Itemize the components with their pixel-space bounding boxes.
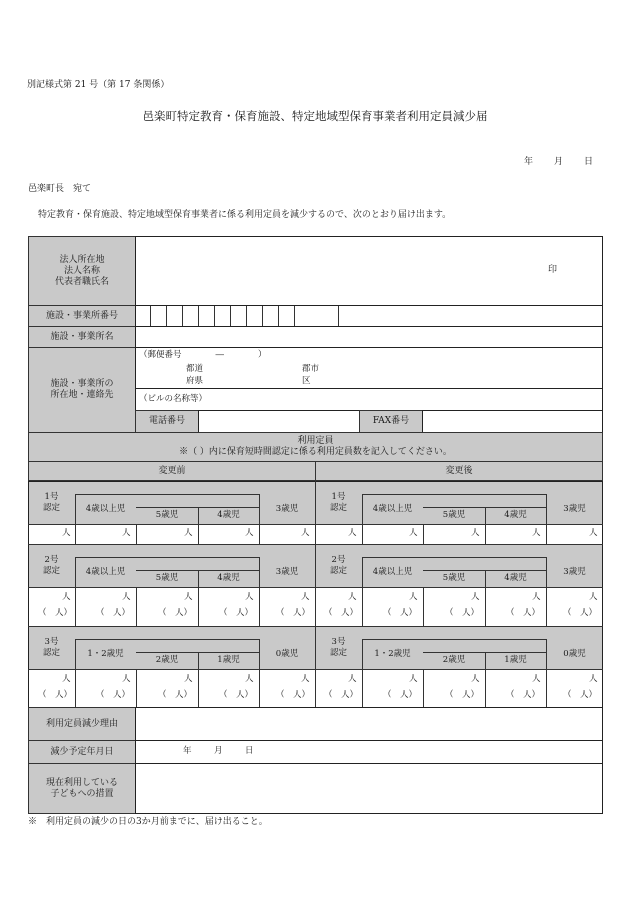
capacity-heading: 利用定員 ※（ ）内に保育短時間認定に係る利用定員数を記入してください。 — [28, 432, 603, 462]
seal-mark: 印 — [548, 265, 558, 275]
planned-date-input[interactable] — [135, 740, 603, 764]
measures-input[interactable] — [135, 763, 603, 814]
building-label: （ビルの名称等） — [139, 394, 208, 404]
postal-code: （郵便番号 ― ） — [139, 350, 267, 360]
facility-number-input[interactable] — [135, 305, 603, 327]
phone-input[interactable] — [198, 410, 360, 433]
label-corp-address: 法人所在地 — [59, 254, 105, 265]
form-number: 別記様式第 21 号（第 17 条関係） — [27, 80, 170, 90]
capacity-note: ※（ ）内に保育短時間認定に係る利用定員数を記入してください。 — [179, 447, 452, 457]
reason-label: 利用定員減少理由 — [28, 707, 136, 741]
prefecture-label-2: 府県 — [186, 376, 204, 386]
label-representative: 代表者職氏名 — [54, 276, 109, 287]
cert1-after-age4: 4歳児 — [504, 510, 527, 520]
phone-label: 電話番号 — [135, 410, 199, 433]
facility-name-label: 施設・事業所名 — [28, 326, 136, 348]
reason-input[interactable] — [135, 707, 603, 741]
cert2-before-age5: 5歳児 — [155, 573, 179, 583]
cert3-after-label: 3号 認定 — [329, 637, 347, 658]
cert2-after-age3: 3歳児 — [563, 566, 586, 577]
cert2-after-age4plus: 4歳以上児 — [372, 566, 413, 577]
planned-date-label: 減少予定年月日 — [28, 740, 136, 764]
label-corp-name: 法人名称 — [63, 265, 100, 276]
cert1-after-age4plus: 4歳以上児 — [372, 503, 413, 514]
cert1-before-label: 1号 認定 — [42, 492, 60, 513]
planned-date-year: 年 — [183, 746, 192, 756]
cert1-after-label: 1号 認定 — [329, 492, 347, 513]
cert2-before-age4plus: 4歳以上児 — [85, 566, 126, 577]
footnote: ※ 利用定員の減少の日の3か月前までに、届け出ること。 — [28, 817, 268, 827]
page-title: 邑楽町特定教育・保育施設、特定地域型保育事業者利用定員減少届 — [142, 109, 488, 123]
cert1-before-age3: 3歳児 — [275, 503, 299, 514]
fax-input[interactable] — [422, 410, 603, 433]
after-header: 変更後 — [315, 461, 603, 481]
cert1-after-age3: 3歳児 — [563, 503, 586, 514]
applicant-input[interactable] — [135, 236, 603, 306]
cert2-after-label: 2号 認定 — [329, 555, 347, 576]
city-label-1: 郡市 — [302, 364, 320, 374]
cert2-before-age3: 3歳児 — [275, 566, 299, 577]
city-label-2: 区 — [302, 376, 311, 386]
cert3-before-age12: 1・2歳児 — [87, 648, 124, 659]
cert3-after-age0: 0歳児 — [563, 648, 586, 659]
facility-number-label: 施設・事業所番号 — [28, 305, 136, 327]
before-header: 変更前 — [28, 461, 316, 481]
date-year: 年 — [524, 157, 534, 167]
applicant-label — [28, 236, 136, 306]
cert2-after-age4: 4歳児 — [504, 573, 527, 583]
cert3-after-age2: 2歳児 — [442, 655, 466, 665]
cert2-before-label: 2号 認定 — [42, 555, 60, 576]
cert2-after-age5: 5歳児 — [442, 573, 466, 583]
cert1-before-age4: 4歳児 — [217, 510, 240, 520]
prefecture-label-1: 都道 — [186, 364, 204, 374]
cert1-before-age4plus: 4歳以上児 — [85, 503, 126, 514]
planned-date-day: 日 — [245, 746, 254, 756]
date-day: 日 — [584, 157, 594, 167]
facility-address-label: 施設・事業所の 所在地・連絡先 — [28, 347, 136, 433]
cert3-before-age0: 0歳児 — [275, 648, 299, 659]
cert1-before-age5: 5歳児 — [155, 510, 179, 520]
planned-date-month: 月 — [214, 746, 223, 756]
cert3-after-age12: 1・2歳児 — [374, 648, 411, 659]
intro-text: 特定教育・保育施設、特定地域型保育事業者に係る利用定員を減少するので、次のとおり届け出ます。 — [38, 210, 452, 220]
addressee: 邑楽町長 宛て — [28, 184, 92, 194]
fax-label: FAX番号 — [359, 410, 423, 433]
facility-name-input[interactable] — [135, 326, 603, 348]
date-month: 月 — [554, 157, 564, 167]
cert1-after-age5: 5歳児 — [442, 510, 466, 520]
cert2-before-age4: 4歳児 — [217, 573, 240, 583]
cert3-before-label: 3号 認定 — [42, 637, 60, 658]
cert3-after-age1: 1歳児 — [504, 655, 527, 665]
measures-label: 現在利用している 子どもへの措置 — [28, 763, 136, 814]
cert3-before-age1: 1歳児 — [217, 655, 240, 665]
cert3-before-age2: 2歳児 — [155, 655, 179, 665]
